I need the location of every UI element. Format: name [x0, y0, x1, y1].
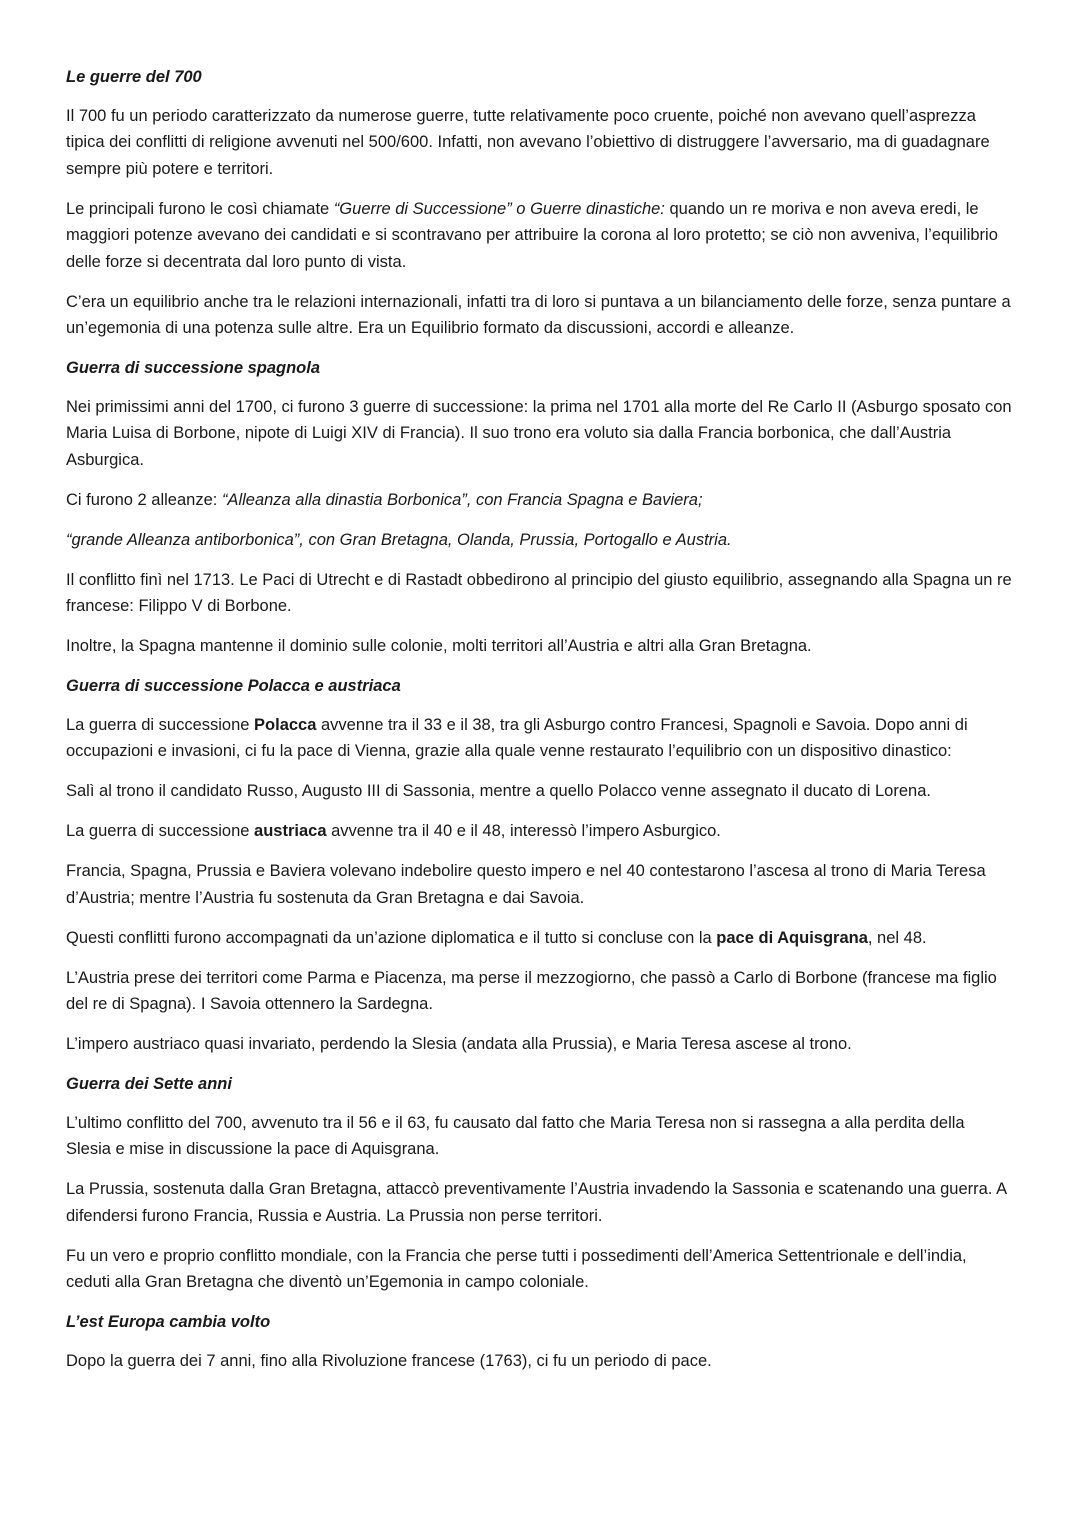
paragraph: La guerra di successione Polacca avvenne tra il 33 e il 38, tra gli Asburgo contro Francesi, Spagnoli e Savoia. Dopo anni di occupazioni e invasioni, ci fu la pace di Vienna, grazie alla quale venne restaurato l’equilibrio con un dispositivo dinastico:: [66, 715, 968, 760]
section-heading: L’est Europa cambia volto: [66, 1313, 271, 1331]
paragraph: Il 700 fu un periodo caratterizzato da numerose guerre, tutte relativamente poco cruente, poiché non avevano quell’asprezza tipica dei conflitti di religione avvenuti nel 500/600. Infatti, non avevano l’obiettivo di distruggere l’avversario, ma di guadagnare sempre più potere e territori.: [66, 106, 990, 178]
paragraph: Nei primissimi anni del 1700, ci furono 3 guerre di successione: la prima nel 1701 alla morte del Re Carlo II (Asburgo sposato con Maria Luisa di Borbone, nipote di Luigi XIV di Francia). Il suo trono era voluto sia dalla Francia borbonica, che dall’Austria Asburgica.: [66, 397, 1012, 469]
paragraph: La guerra di successione austriaca avvenne tra il 40 e il 48, interessò l’impero Asburgico.: [66, 822, 721, 840]
paragraph: Inoltre, la Spagna mantenne il dominio sulle colonie, molti territori all’Austria e altri alla Gran Bretagna.: [66, 637, 812, 655]
section-heading: Guerra di successione Polacca e austriaca: [66, 677, 401, 695]
paragraph: C’era un equilibrio anche tra le relazioni internazionali, infatti tra di loro si puntava a un bilanciamento delle forze, senza puntare a un’egemonia di una potenza sulle altre. Era un Equilibrio formato da discussioni, accordi e alleanze.: [66, 292, 1011, 337]
paragraph: Salì al trono il candidato Russo, Augusto III di Sassonia, mentre a quello Polacco venne assegnato il ducato di Lorena.: [66, 782, 931, 800]
paragraph: Francia, Spagna, Prussia e Baviera volevano indebolire questo impero e nel 40 contestarono l’ascesa al trono di Maria Teresa d’Austria; mentre l’Austria fu sostenuta da Gran Bretagna e dai Savoia.: [66, 862, 986, 907]
paragraph: Fu un vero e proprio conflitto mondiale, con la Francia che perse tutti i possedimenti dell’America Settentrionale e dell’india, ceduti alla Gran Bretagna che diventò un’Egemonia in campo coloniale.: [66, 1246, 967, 1291]
paragraph: Questi conflitti furono accompagnati da un’azione diplomatica e il tutto si concluse con la pace di Aquisgrana, nel 48.: [66, 928, 927, 947]
paragraph: L’Austria prese dei territori come Parma e Piacenza, ma perse il mezzogiorno, che passò a Carlo di Borbone (francese ma figlio del re di Spagna). I Savoia ottennero la Sardegna.: [66, 968, 997, 1013]
document-page: [66, 64, 1014, 1388]
paragraph: Le principali furono le così chiamate “Guerre di Successione” o Guerre dinastiche: quando un re moriva e non aveva eredi, le maggiori potenze avevano dei candidati e si scontravano per attribuire la corona al loro protetto; se ciò non avveniva, l’equilibrio delle forze si decentrata dal loro punto di vista.: [66, 199, 998, 271]
paragraph: L’impero austriaco quasi invariato, perdendo la Slesia (andata alla Prussia), e Maria Teresa ascese al trono.: [66, 1035, 852, 1053]
section-heading: Guerra dei Sette anni: [66, 1075, 232, 1093]
paragraph: Il conflitto finì nel 1713. Le Paci di Utrecht e di Rastadt obbedirono al principio del giusto equilibrio, assegnando alla Spagna un re francese: Filippo V di Borbone.: [66, 570, 1012, 615]
paragraph: Dopo la guerra dei 7 anni, fino alla Rivoluzione francese (1763), ci fu un periodo di pace.: [66, 1351, 712, 1370]
paragraph: “grande Alleanza antiborbonica”, con Gran Bretagna, Olanda, Prussia, Portogallo e Austria.: [66, 530, 732, 549]
paragraph: La Prussia, sostenuta dalla Gran Bretagna, attaccò preventivamente l’Austria invadendo la Sassonia e scatenando una guerra. A difendersi furono Francia, Russia e Austria. La Prussia non perse territori.: [66, 1180, 1007, 1225]
paragraph: L’ultimo conflitto del 700, avvenuto tra il 56 e il 63, fu causato dal fatto che Maria Teresa non si rassegna a alla perdita della Slesia e mise in discussione la pace di Aquisgrana.: [66, 1113, 965, 1158]
section-heading: Le guerre del 700: [66, 68, 202, 86]
paragraph: Ci furono 2 alleanze: “Alleanza alla dinastia Borbonica”, con Francia Spagna e Baviera;: [66, 490, 703, 509]
section-heading: Guerra di successione spagnola: [66, 359, 321, 377]
